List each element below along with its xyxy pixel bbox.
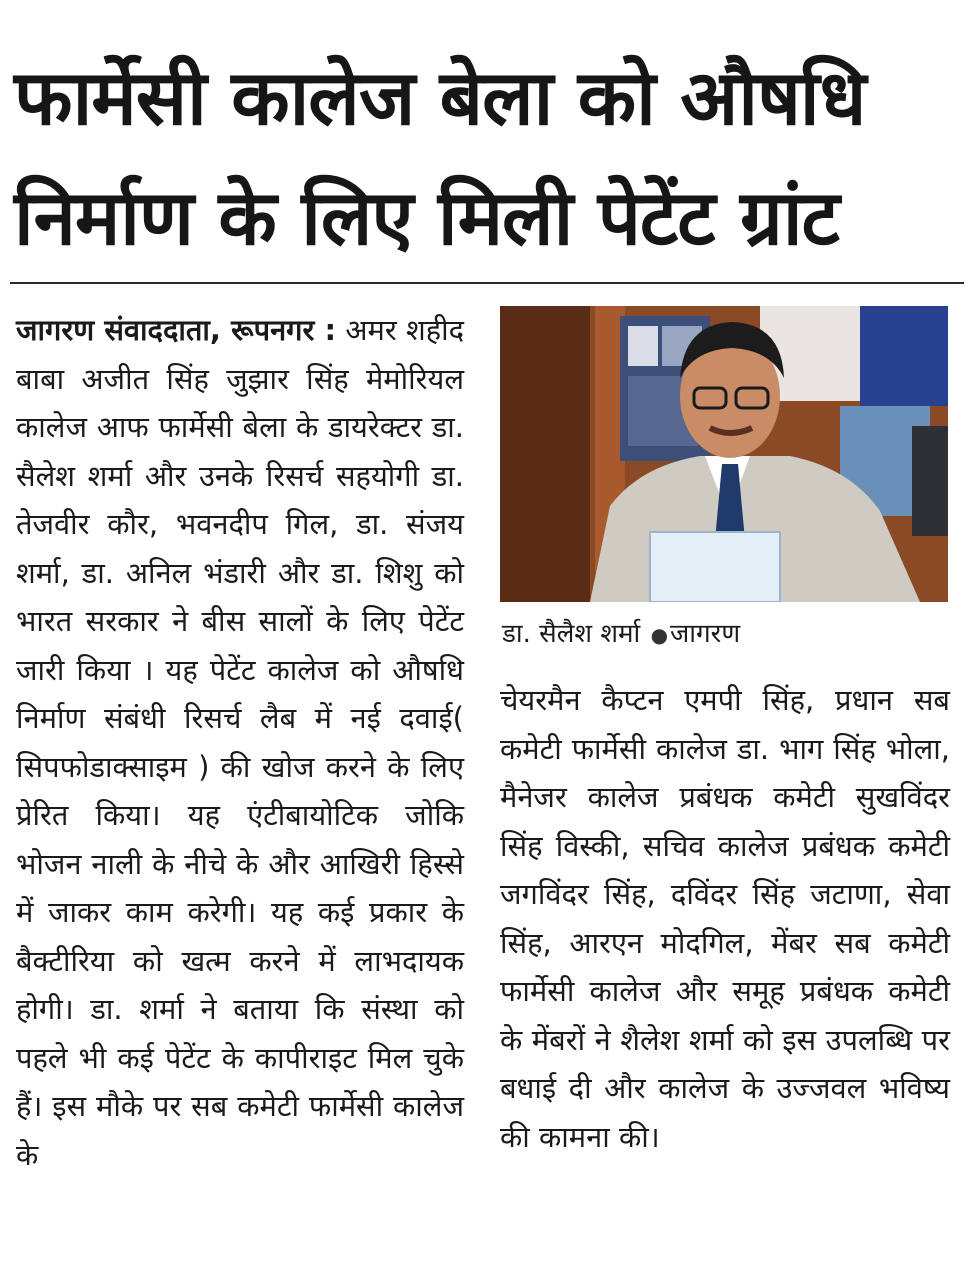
byline: जागरण संवाददाता, रूपनगर : [16,313,337,347]
headline-divider [10,282,964,284]
portrait-image [500,306,948,602]
headline [14,38,960,278]
headline-line-1: फार्मेसी कालेज बेला को औषधि [14,53,866,142]
article-column-left [16,306,464,1179]
article-paragraph-left [16,306,464,1179]
caption-name: डा. सैलैश शर्मा [502,619,641,649]
caption-credit: जागरण [670,619,741,649]
caption-bullet-icon: ● [650,623,669,647]
article-column-right [500,676,950,1161]
body-text-right: चेयरमैन कैप्टन एमपी सिंह, प्रधान सब कमेटी फार्मेसी कालेज डा. भाग सिंह भोला, मैनेजर कालेज प्रबंधक कमेटी सुखविंदर सिंह विस्की, सचिव कालेज प्रबंधक कमेटी जगविंदर सिंह, दविंदर सिंह जटाणा, सेवा सिंह, आरएन मोदगिल, मेंबर सब कमेटी फार्मेसी कालेज और समूह प्रबंधक कमेटी के मेंबरों ने शैलेश शर्मा को इस उपलब्धि पर बधाई दी और कालेज के उज्जवल भविष्य की कामना की। [500,683,950,1154]
headline-line-2: निर्माण के लिए मिली पेटेंट ग्रांट [14,173,839,262]
photo-caption [502,614,740,650]
portrait-photo [500,306,948,602]
body-text-left: अमर शहीद बाबा अजीत सिंह जुझार सिंह मेमोरियल कालेज आफ फार्मेसी बेला के डायरेक्टर डा. सैलेश शर्मा और उनके रिसर्च सहयोगी डा. तेजवीर कौर, भवनदीप गिल, डा. संजय शर्मा, डा. अनिल भंडारी और डा. शिशु को भारत सरकार ने बीस सालों के लिए पेटेंट जारी किया । यह पेटेंट कालेज को औषधि निर्माण संबंधी रिसर्च लैब में नई दवाई( सिपफोडाक्साइम ) की खोज करने के लिए प्रेरित किया। यह एंटीबायोटिक जोकि भोजन नाली के नीचे के और आखिरी हिस्से में जाकर काम करेगी। यह कई प्रकार के बैक्टीरिया को खत्म करने में लाभदायक होगी। डा. शर्मा ने बताया कि संस्था को पहले भी कई पेटेंट के कापीराइट मिल चुके हैं। इस मौके पर सब कमेटी फार्मेसी कालेज के [16,313,465,1172]
